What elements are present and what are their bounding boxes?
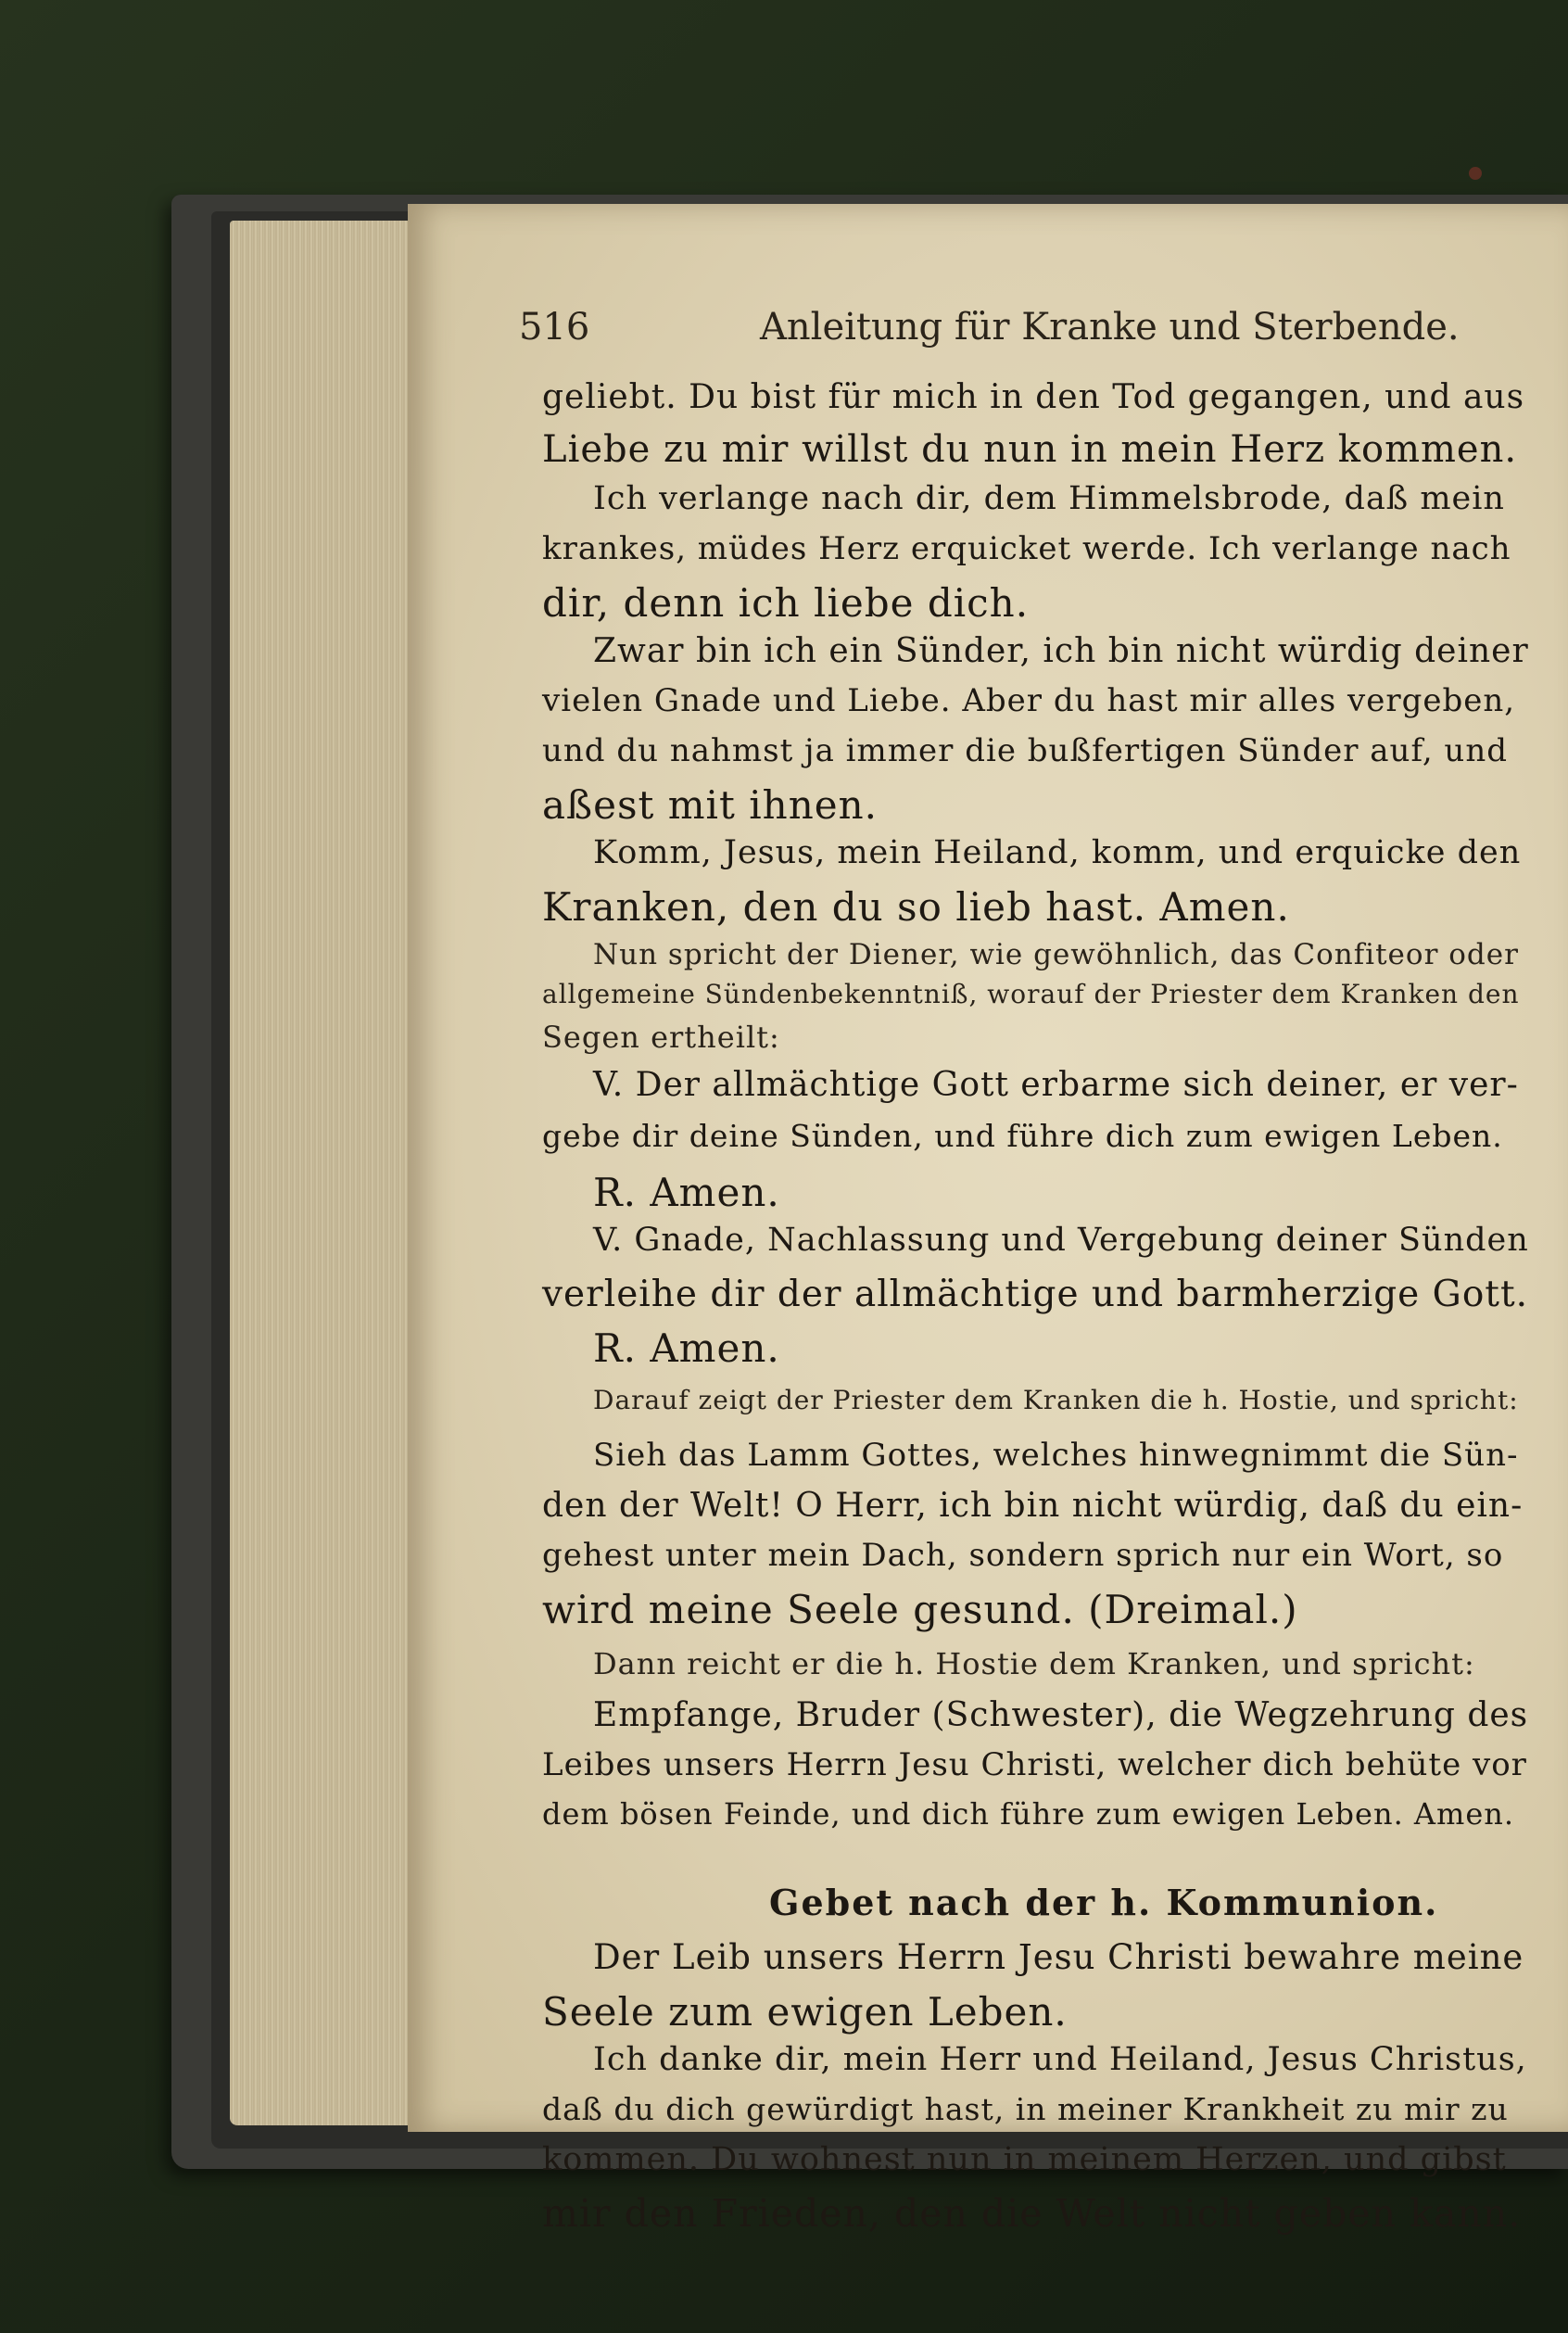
page-edges (230, 221, 424, 2125)
text-line: geliebt. Du bist für mich in den Tod gegangen, und aus (542, 378, 1525, 416)
text-line: aßest mit ihnen. (542, 782, 879, 828)
text-line: den der Welt! O Herr, ich bin nicht würdig, daß du ein- (542, 1487, 1524, 1525)
text-line: Sieh das Lamm Gottes, welches hinwegnimmt die Sün- (593, 1437, 1519, 1474)
rubric-line: Darauf zeigt der Priester dem Kranken die h. Hostie, und spricht: (593, 1385, 1519, 1415)
running-title: Anleitung für Kranke und Sterbende. (760, 306, 1460, 349)
text-line: V. Der allmächtige Gott erbarme sich deiner, er ver- (593, 1066, 1519, 1104)
text-line: dem bösen Feinde, und dich führe zum ewigen Leben. Amen. (542, 1796, 1515, 1832)
text-line: Seele zum ewigen Leben. (542, 1989, 1068, 2035)
page-number: 516 (519, 306, 590, 349)
rubric-line: Dann reicht er die h. Hostie dem Kranken, und spricht: (593, 1646, 1475, 1681)
rubric-line: Nun spricht der Diener, wie gewöhnlich, das Confiteor oder (593, 938, 1519, 971)
text-line: Empfange, Bruder (Schwester), die Wegzehrung des (593, 1696, 1529, 1734)
text-line: V. Gnade, Nachlassung und Vergebung deiner Sünden (593, 1222, 1529, 1259)
text-line: Leibes unsers Herrn Jesu Christi, welcher dich behüte vor (542, 1746, 1527, 1783)
text-line: vielen Gnade und Liebe. Aber du hast mir alles vergeben, (542, 682, 1516, 719)
section-heading: Gebet nach der h. Kommunion. (769, 1882, 1439, 1923)
text-line: gehest unter mein Dach, sondern sprich nur ein Wort, so (542, 1537, 1504, 1574)
text-line: Liebe zu mir willst du nun in mein Herz kommen. (542, 428, 1518, 471)
text-line: R. Amen. (593, 1325, 780, 1371)
text-line: Komm, Jesus, mein Heiland, komm, und erquicke den (593, 834, 1522, 871)
text-line: gebe dir deine Sünden, und führe dich zum ewigen Leben. (542, 1118, 1503, 1154)
text-line: krankes, müdes Herz erquicket werde. Ich verlange nach (542, 530, 1511, 567)
text-line: Kranken, den du so lieb hast. Amen. (542, 884, 1290, 930)
text-line: Ich verlange nach dir, dem Himmelsbrode, daß mein (593, 480, 1505, 517)
text-line: Zwar bin ich ein Sünder, ich bin nicht würdig deiner (593, 632, 1529, 670)
text-line: dir, denn ich liebe dich. (542, 580, 1030, 626)
rubric-line: allgemeine Sündenbekenntniß, worauf der Priester dem Kranken den (542, 979, 1520, 1009)
text-line: verleihe dir der allmächtige und barmherzige Gott. (542, 1274, 1529, 1315)
text-line: kommen. Du wohnest nun in meinem Herzen, und gibst (542, 2141, 1507, 2178)
text-line: und du nahmst ja immer die bußfertigen Sünder auf, und (542, 732, 1508, 769)
rubric-line: Segen ertheilt: (542, 1020, 780, 1055)
text-line: wird meine Seele gesund. (Dreimal.) (542, 1587, 1298, 1632)
text-line: Der Leib unsers Herrn Jesu Christi bewahre meine (593, 1937, 1524, 1977)
text-line: R. Amen. (593, 1170, 780, 1215)
text-line: mir den Frieden, den die Welt nicht geben kann. (542, 2191, 1522, 2236)
corner-mark (1469, 167, 1482, 180)
text-line: daß du dich gewürdigt hast, in meiner Krankheit zu mir zu (542, 2091, 1509, 2127)
text-line: Ich danke dir, mein Herr und Heiland, Jesus Christus, (593, 2041, 1527, 2078)
